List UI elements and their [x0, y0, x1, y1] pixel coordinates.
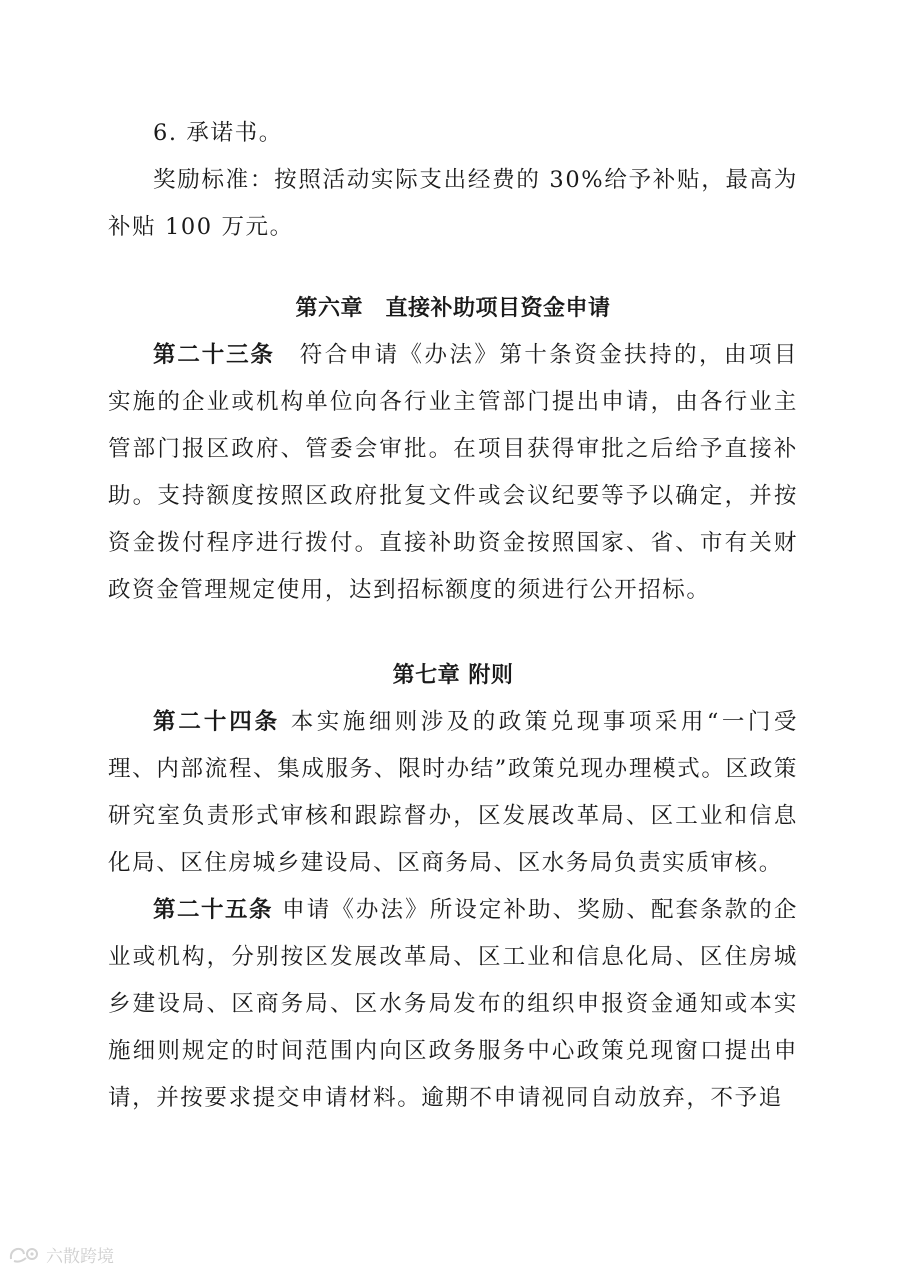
article-24-label: 第二十四条	[153, 709, 281, 735]
article-23-label: 第二十三条	[153, 342, 275, 368]
section-gap	[108, 614, 798, 652]
document-content	[108, 110, 798, 1122]
watermark-logo-icon	[8, 1245, 42, 1265]
chapter-6-title: 第六章 直接补助项目资金申请	[295, 296, 611, 321]
article-25-body: 申请《办法》所设定补助、奖励、配套条款的企业或机构，分别按区发展改革局、区工业和信息化局、区住房城乡建设局、区商务局、区水务局发布的组织申报资金通知或本实施细则规定的时间范围内向区政务服务中心政策兑现窗口提出申请，并按要求提交申请材料。逾期不申请视同自动放弃，不予追	[108, 897, 798, 1111]
article-24-paragraph	[108, 699, 798, 887]
chapter-7-title: 第七章 附则	[392, 663, 514, 688]
article-23-paragraph	[108, 332, 798, 614]
article-23-body: 符合申请《办法》第十条资金扶持的，由项目实施的企业或机构单位向各行业主管部门提出申请，由各行业主管部门报区政府、管委会审批。在项目获得审批之后给予直接补助。支持额度按照区政府批复文件或会议纪要等予以确定，并按资金拨付程序进行拨付。直接补助资金按照国家、省、市有关财政资金管理规定使用，达到招标额度的须进行公开招标。	[108, 342, 798, 603]
section-gap	[108, 251, 798, 285]
article-25-label: 第二十五条	[153, 897, 273, 923]
article-25-paragraph	[108, 887, 798, 1122]
article-24-body: 本实施细则涉及的政策兑现事项采用“一门受理、内部流程、集成服务、限时办结”政策兑现办理模式。区政策研究室负责形式审核和跟踪督办，区发展改革局、区工业和信息化局、区住房城乡建设局、区商务局、区水务局负责实质审核。	[108, 709, 798, 876]
watermark	[8, 1242, 114, 1267]
watermark-text: 六散跨境	[46, 1247, 114, 1267]
item-6: 6. 承诺书。	[153, 120, 283, 146]
reward-standard-paragraph: 奖励标准：按照活动实际支出经费的 30%给予补贴，最高为补贴 100 万元。	[108, 167, 798, 240]
